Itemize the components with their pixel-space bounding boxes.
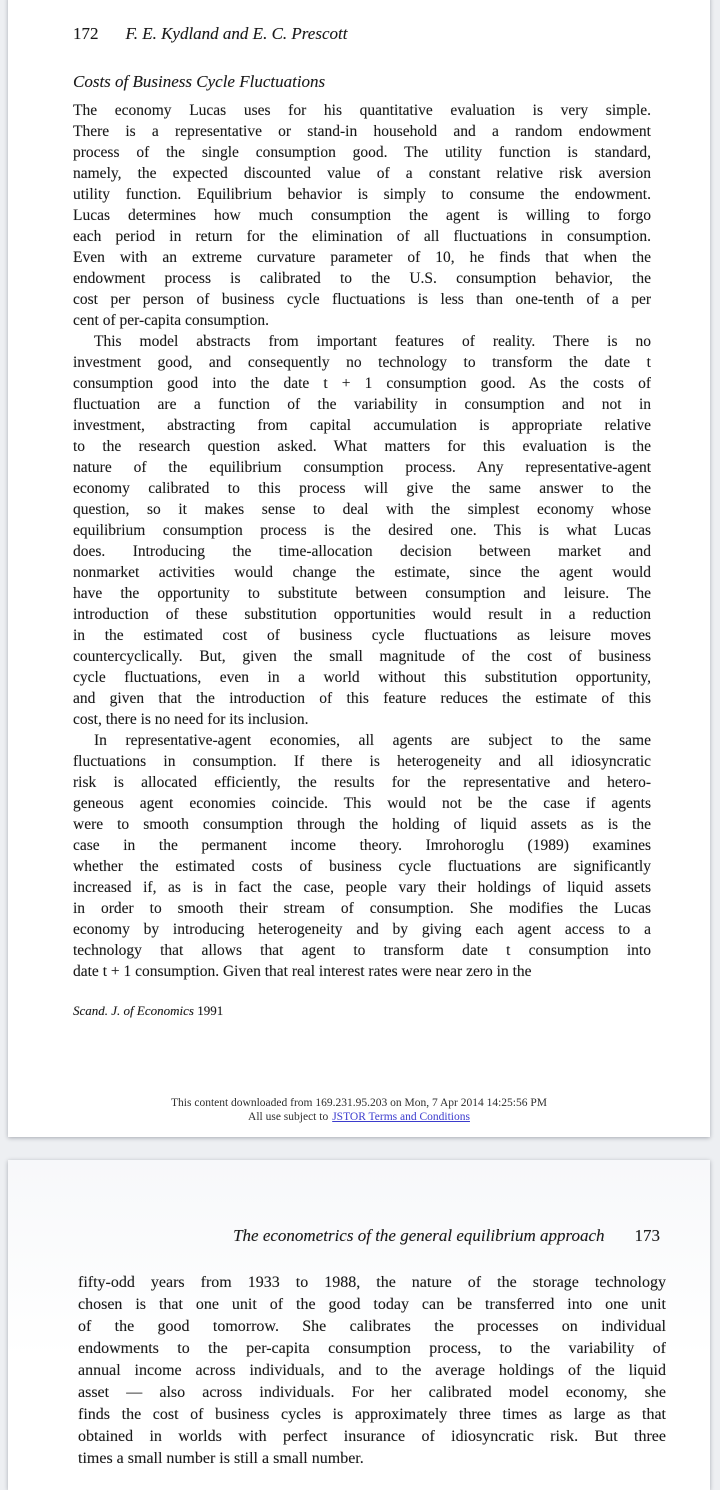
text-line: economy by introducing heterogeneity and by giving each agent access to a — [73, 921, 651, 938]
page-173 — [8, 1160, 710, 1490]
journal-name: Scand. J. of Economics — [73, 1003, 194, 1018]
text-line: economy calibrated to this process will give the same answer to the — [73, 480, 651, 497]
text-line: times a small number is still a small number. — [78, 1450, 364, 1467]
page-172-body — [73, 100, 651, 982]
text-line: case in the permanent income theory. Imrohoroglu (1989) examines — [73, 837, 651, 854]
text-line: consumption good into the date t + 1 consumption good. As the costs of — [73, 375, 651, 392]
text-line: in the estimated cost of business cycle fluctuations as leisure moves — [73, 627, 651, 644]
page-172 — [8, 0, 710, 1137]
text-line: process of the single consumption good. The utility function is standard, — [73, 144, 651, 161]
text-line: equilibrium consumption process is the desired one. This is what Lucas — [73, 522, 651, 539]
text-line: whether the estimated costs of business cycle fluctuations are significantly — [73, 858, 651, 875]
text-line: to the research question asked. What matters for this evaluation is the — [73, 438, 651, 455]
text-line: chosen is that one unit of the good today can be transferred into one unit — [78, 1296, 666, 1313]
text-line: nature of the equilibrium consumption process. Any representative-agent — [73, 459, 651, 476]
text-line: does. Introducing the time-allocation decision between market and — [73, 543, 651, 560]
text-line: finds the cost of business cycles is approximately three times as large as that — [78, 1406, 666, 1423]
text-line: cost per person of business cycle fluctuations is less than one-tenth of a per — [73, 291, 651, 308]
text-line: nonmarket activities would change the estimate, since the agent would — [73, 564, 651, 581]
jstor-footer — [8, 1096, 710, 1124]
text-line: utility function. Equilibrium behavior is simply to consume the endowment. — [73, 186, 651, 203]
text-line: each period in return for the elimination of all fluctuations in consumption. — [73, 228, 651, 245]
text-line: in order to smooth their stream of consumption. She modifies the Lucas — [73, 900, 651, 917]
text-line: date t + 1 consumption. Given that real interest rates were near zero in the — [73, 963, 532, 980]
text-line: of the good tomorrow. She calibrates the processes on individual — [78, 1318, 666, 1335]
text-line: cent of per-capita consumption. — [73, 312, 269, 329]
page-number: 172 — [73, 24, 99, 43]
text-line: fluctuation are a function of the variability in consumption and not in — [73, 396, 651, 413]
page-173-header — [233, 1226, 660, 1246]
page-number: 173 — [634, 1226, 660, 1245]
text-line: Lucas determines how much consumption the agent is willing to forgo — [73, 207, 651, 224]
text-line: fifty-odd years from 1933 to 1988, the nature of the storage technology — [78, 1274, 666, 1291]
jstor-terms-link[interactable]: JSTOR Terms and Conditions — [332, 1111, 470, 1123]
running-head: The econometrics of the general equilibrium approach — [233, 1226, 605, 1245]
text-line: question, so it makes sense to deal with the simplest economy whose — [73, 501, 651, 518]
text-line: geneous agent economies coincide. This would not be the case if agents — [73, 795, 651, 812]
text-line: namely, the expected discounted value of a constant relative risk aversion — [73, 165, 651, 182]
jstor-subject-prefix: All use subject to — [248, 1111, 329, 1123]
text-line: countercyclically. But, given the small magnitude of the cost of business — [73, 648, 651, 665]
text-line: investment, abstracting from capital accumulation is appropriate relative — [73, 417, 651, 434]
section-heading: Costs of Business Cycle Fluctuations — [73, 72, 326, 91]
text-line: fluctuations in consumption. If there is heterogeneity and all idiosyncratic — [73, 753, 651, 770]
text-line: were to smooth consumption through the holding of liquid assets as is the — [73, 816, 651, 833]
text-line: The economy Lucas uses for his quantitative evaluation is very simple. — [73, 102, 651, 119]
jstor-subject-line — [8, 1110, 710, 1124]
text-line: In representative-agent economies, all agents are subject to the same — [94, 732, 651, 749]
text-line: annual income across individuals, and to the average holdings of the liquid — [78, 1362, 666, 1379]
text-line: asset — also across individuals. For her calibrated model economy, she — [78, 1384, 666, 1401]
text-line: introduction of these substitution opportunities would result in a reduction — [73, 606, 651, 623]
text-line: This model abstracts from important features of reality. There is no — [94, 333, 651, 350]
text-line: have the opportunity to substitute between consumption and leisure. The — [73, 585, 651, 602]
text-line: endowments to the per-capita consumption process, to the variability of — [78, 1340, 666, 1357]
text-line: There is a representative or stand-in household and a random endowment — [73, 123, 651, 140]
jstor-download-line: This content downloaded from 169.231.95.203 on Mon, 7 Apr 2014 14:25:56 PM — [171, 1097, 547, 1109]
text-line: obtained in worlds with perfect insurance of idiosyncratic risk. But three — [78, 1428, 666, 1445]
text-line: Even with an extreme curvature parameter of 10, he finds that when the — [73, 249, 651, 266]
text-line: cycle fluctuations, even in a world without this substitution opportunity, — [73, 669, 651, 686]
text-line: and given that the introduction of this feature reduces the estimate of this — [73, 690, 651, 707]
text-line: endowment process is calibrated to the U.S. consumption behavior, the — [73, 270, 651, 287]
journal-year: 1991 — [197, 1003, 224, 1018]
page-173-body — [78, 1272, 666, 1470]
text-line: risk is allocated efficiently, the results for the representative and hetero- — [73, 774, 651, 791]
journal-footer — [73, 1003, 223, 1019]
text-line: investment good, and consequently no technology to transform the date t — [73, 354, 651, 371]
text-line: increased if, as is in fact the case, people vary their holdings of liquid assets — [73, 879, 651, 896]
text-line: technology that allows that agent to transform date t consumption into — [73, 942, 651, 959]
page-172-header — [73, 24, 347, 44]
running-head: F. E. Kydland and E. C. Prescott — [125, 24, 348, 43]
text-line: cost, there is no need for its inclusion. — [73, 711, 309, 728]
